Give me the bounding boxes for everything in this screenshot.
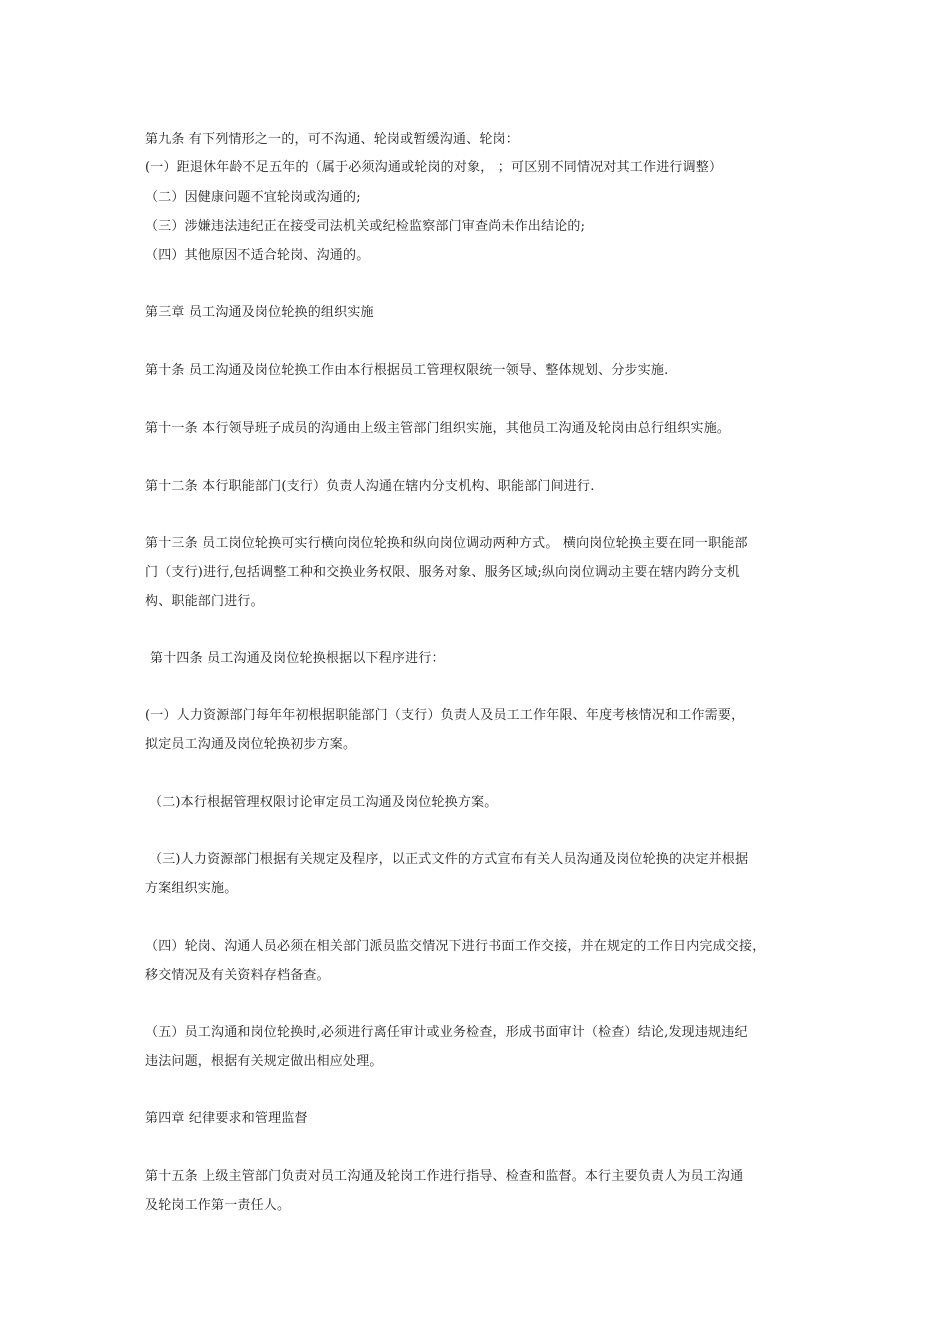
article-9-item-3: （三）涉嫌违法违纪正在接受司法机关或纪检监察部门审查尚未作出结论的;	[145, 219, 586, 234]
article-14-step-5-line-2: 违法问题，根据有关规定做出相应处理。	[145, 1054, 383, 1069]
article-14-step-3-line-1: （三)人力资源部门根据有关规定及程序，以正式文件的方式宣布有关人员沟通及岗位轮换的决定并根据	[149, 852, 749, 867]
article-9-item-2: （二）因健康问题不宜轮岗或沟通的;	[145, 190, 361, 205]
article-14-step-5-line-1: （五）员工沟通和岗位轮换时,必须进行离任审计或业务检查，形成书面审计（检查）结论,发现违规违纪	[145, 1025, 748, 1040]
article-10: 第十条 员工沟通及岗位轮换工作由本行根据员工管理权限统一领导、整体规划、分步实施.	[145, 363, 669, 378]
article-14-step-4-line-2: 移交情况及有关资料存档备查。	[145, 968, 330, 983]
article-14-step-3-line-2: 方案组织实施。	[145, 881, 238, 896]
article-14-step-2: （二)本行根据管理权限讨论审定员工沟通及岗位轮换方案。	[149, 795, 498, 810]
chapter-4-heading: 第四章 纪律要求和管理监督	[145, 1111, 308, 1126]
article-13-line-2: 门（支行)进行,包括调整工种和交换业务权限、服务对象、服务区域;纵向岗位调动主要在辖内跨分支机	[145, 565, 740, 580]
article-14-step-1-line-1: (一）人力资源部门每年年初根据职能部门（支行）负责人及员工工作年限、年度考核情况和工作需要，	[145, 708, 745, 723]
chapter-3-heading: 第三章 员工沟通及岗位轮换的组织实施	[145, 305, 374, 320]
article-14-step-4-line-1: （四）轮岗、沟通人员必须在相关部门派员监交情况下进行书面工作交接，并在规定的工作日内完成交接，	[145, 939, 766, 954]
article-14-step-1-line-2: 拟定员工沟通及岗位轮换初步方案。	[145, 737, 357, 752]
article-14-heading: 第十四条 员工沟通及岗位轮换根据以下程序进行：	[150, 651, 445, 666]
article-13-line-3: 构、职能部门进行。	[145, 594, 264, 609]
article-9-heading: 第九条 有下列情形之一的，可不沟通、轮岗或暂缓沟通、轮岗：	[145, 132, 519, 147]
article-15-line-2: 及轮岗工作第一责任人。	[145, 1198, 291, 1213]
article-11: 第十一条 本行领导班子成员的沟通由上级主管部门组织实施，其他员工沟通及轮岗由总行组织实施。	[145, 421, 731, 436]
article-9-item-4: （四）其他原因不适合轮岗、沟通的。	[145, 248, 370, 263]
article-15-line-1: 第十五条 上级主管部门负责对员工沟通及轮岗工作进行指导、检查和监督。本行主要负责人为员工沟通	[145, 1169, 744, 1184]
article-12: 第十二条 本行职能部门(支行）负责人沟通在辖内分支机构、职能部门间进行.	[145, 479, 595, 494]
article-13-line-1: 第十三条 员工岗位轮换可实行横向岗位轮换和纵向岗位调动两种方式。 横向岗位轮换主要在同一职能部	[145, 536, 748, 551]
article-9-item-1: (一）距退休年龄不足五年的（属于必须沟通或轮岗的对象， ；可区别不同情况对其工作进行调整）	[145, 160, 723, 175]
